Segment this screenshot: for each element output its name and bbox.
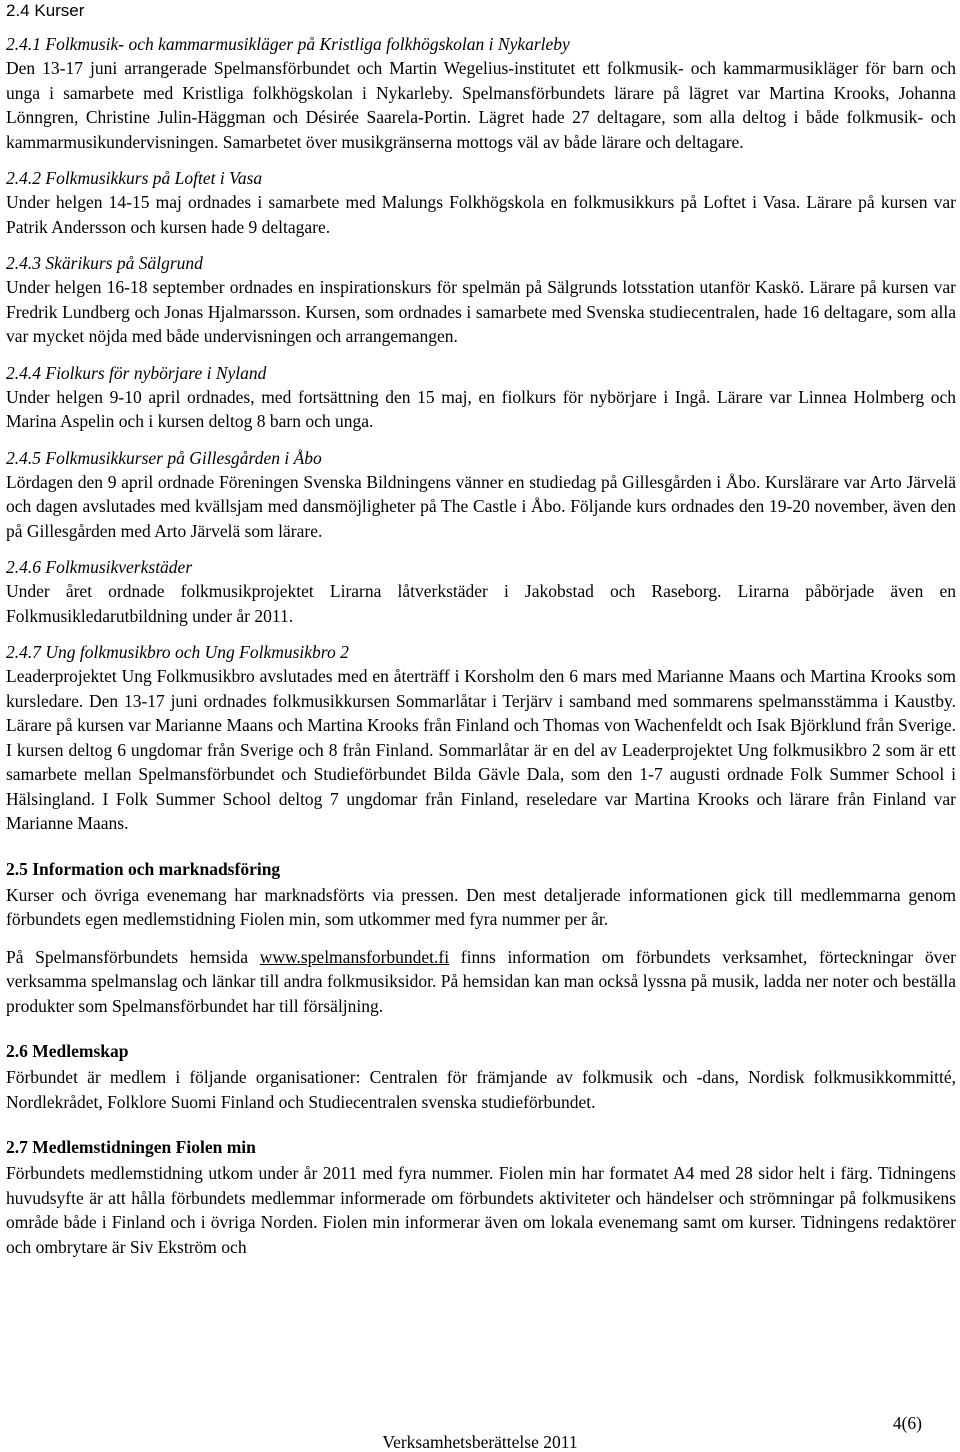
section-2-4-3 [6,252,956,349]
subheading-2-4-3 [6,252,956,275]
subheading-number: 2.4.7 [6,642,41,662]
subheading-2-4-2 [6,167,956,190]
paragraph: Under helgen 16-18 september ordnades en inspirationskurs för spelmän på Sälgrunds lotsstation utanför Kaskö. Lärare på kursen var Fredrik Lundberg och Jonas Hjalmarsson. Kursen, som ordnades i samarbete med Svenska studiecentralen, hade 16 deltagare, som alla var mycket nöjda med både undervisningen och arrangemangen. [6,277,956,346]
paragraph: Under året ordnade folkmusikprojektet Lirarna låtverkstäder i Jakobstad och Raseborg. Lirarna påbörjade även en Folkmusikledarutbildning under år 2011. [6,581,956,626]
subheading-title: Skärikurs på Sälgrund [45,253,203,273]
page-number: 4(6) [892,1413,922,1433]
section-2-4-5 [6,447,956,544]
paragraph: Förbundets medlemstidning utkom under år 2011 med fyra nummer. Fiolen min har formatet A4 med 28 sidor helt i färg. Tidningens huvudsyfte är att hålla förbundets medlemmar informerade om förbundets aktiviteter och händelser och strömningar på folkmusikens område både i Finland och i övriga Norden. Fiolen min informerar även om lokala evenemang samt om kurser. Tidningens redaktörer och ombrytare är Siv Ekström och [6,1163,956,1257]
subheading-title: Ung folkmusikbro och Ung Folkmusikbro 2 [45,642,349,662]
subheading-2-4-5 [6,447,956,470]
footer-document-title: Verksamhetsberättelse 2011 [382,1432,578,1452]
subheading-title: Folkmusikkurs på Loftet i Vasa [45,168,263,188]
heading-information: 2.5 Information och marknadsföring [6,858,281,879]
section-2-4-7 [6,641,956,836]
heading-kurser: 2.4 Kurser [6,1,85,20]
heading-medlemskap: 2.6 Medlemskap [6,1041,129,1061]
subheading-title: Folkmusik- och kammarmusikläger på Kristliga folkhögskolan i Nykarleby [45,34,570,54]
subheading-2-4-6 [6,556,956,579]
section-2-4-4 [6,362,956,434]
website-link[interactable]: www.spelmansforbundet.fi [259,946,450,967]
paragraph: Den 13-17 juni arrangerade Spelmansförbundet och Martin Wegelius-institutet ett folkmusik- och kammarmusikläger för barn och unga i samarbete med Kristliga folkhögskolan i Nykarleby. Spelmansförbundets lärare på lägret var Martina Krooks, Johanna Lönngren, Christine Julin-Häggman och Désirée Saarela-Portin. Lägret hade 27 deltagare, som alla deltog i både folkmusik- och kammarmusikundervisningen. Samarbetet över musikgränserna mottogs väl av både lärare och deltagare. [6,58,956,152]
section-2-4-1 [6,33,956,154]
heading-fiolen-min: 2.7 Medlemstidningen Fiolen min [6,1137,256,1157]
section-2-5 [6,858,956,1019]
paragraph: Under helgen 14-15 maj ordnades i samarbete med Malungs Folkhögskola en folkmusikkurs på Loftet i Vasa. Lärare på kursen var Patrik Andersson och kursen hade 9 deltagare. [6,192,956,237]
document-page [6,0,956,1259]
section-2-6 [6,1040,956,1114]
subheading-title: Fiolkurs för nybörjare i Nyland [45,362,267,383]
subheading-number: 2.4.4 [6,362,41,383]
paragraph: Lördagen den 9 april ordnade Föreningen Svenska Bildningens vänner en studiedag på Gillesgården i Åbo. Kurslärare var Arto Järvelä och dagen avslutades med kvällsjam med dansmöjligheter på The Castle i Åbo. Följande kurs ordnades den 19-20 november, även den på Gillesgården med Arto Järvelä som lärare. [6,471,956,541]
subheading-title: Folkmusikverkstäder [45,557,193,577]
paragraph: Under helgen 9-10 april ordnades, med fortsättning den 15 maj, en fiolkurs för nybörjare i Ingå. Lärare var Linnea Holmberg och Marina Aspelin och i kursen deltog 8 barn och unga. [6,386,956,431]
subheading-number: 2.4.3 [6,253,41,273]
section-2-4-6 [6,556,956,628]
subheading-2-4-1 [6,33,956,56]
subheading-number: 2.4.5 [6,447,41,468]
paragraph: Leaderprojektet Ung Folkmusikbro avslutades med en återträff i Korsholm den 6 mars med Marianne Maans och Martina Krooks som kursledare. Den 13-17 juni ordnades folkmusikkursen Sommarlåtar i Terjärv i samband med sommarens spelmansstämma i Kaustby. Lärare på kursen var Marianne Maans och Martina Krooks från Finland och Thomas von Wachenfeldt och Isak Björklund från Sverige. I kursen deltog 6 ungdomar från Sverige och 8 från Finland. Sommarlåtar är en del av Leaderprojektet Ung folkmusikbro 2 som är ett samarbete mellan Spelmansförbundet och Studieförbundet Bilda Gävle Dala, som den 1-7 augusti ordnade Folk Summer School i Hälsingland. I Folk Summer School deltog 7 ungdomar från Finland, reseledare var Martina Krooks och lärare från Finland var Marianne Maans. [6,666,956,833]
paragraph: Förbundet är medlem i följande organisationer: Centralen för främjande av folkmusik och -dans, Nordisk folkmusikkommitté, Nordlekrådet, Folklore Suomi Finland och Studiecentralen svenska studieförbundet. [6,1067,956,1112]
subheading-number: 2.4.6 [6,557,41,577]
paragraph: Kurser och övriga evenemang har marknadsförts via pressen. Den mest detaljerade informationen gick till medlemmarna genom förbundets egen medlemstidning Fiolen min, som utkommer med fyra nummer per år. [6,884,956,929]
section-2-4-2 [6,167,956,239]
subheading-number: 2.4.2 [6,168,41,188]
text-span: På Spelmansförbundets hemsida [6,946,260,967]
subheading-number: 2.4.1 [6,34,41,54]
section-2-7 [6,1136,956,1259]
text-span: finns information om förbundets verksamhet, förteckningar över verksamma spelmanslag och länkar till andra folkmusiksidor. På hemsidan kan man också lyssna på musik, ladda ner noter och beställa produkter som Spelmansförbundet har till försäljning. [6,946,956,1016]
subheading-title: Folkmusikkurser på Gillesgården i Åbo [45,447,322,468]
subheading-2-4-4 [6,362,956,385]
subheading-2-4-7 [6,641,956,664]
paragraph-website [6,945,956,1019]
